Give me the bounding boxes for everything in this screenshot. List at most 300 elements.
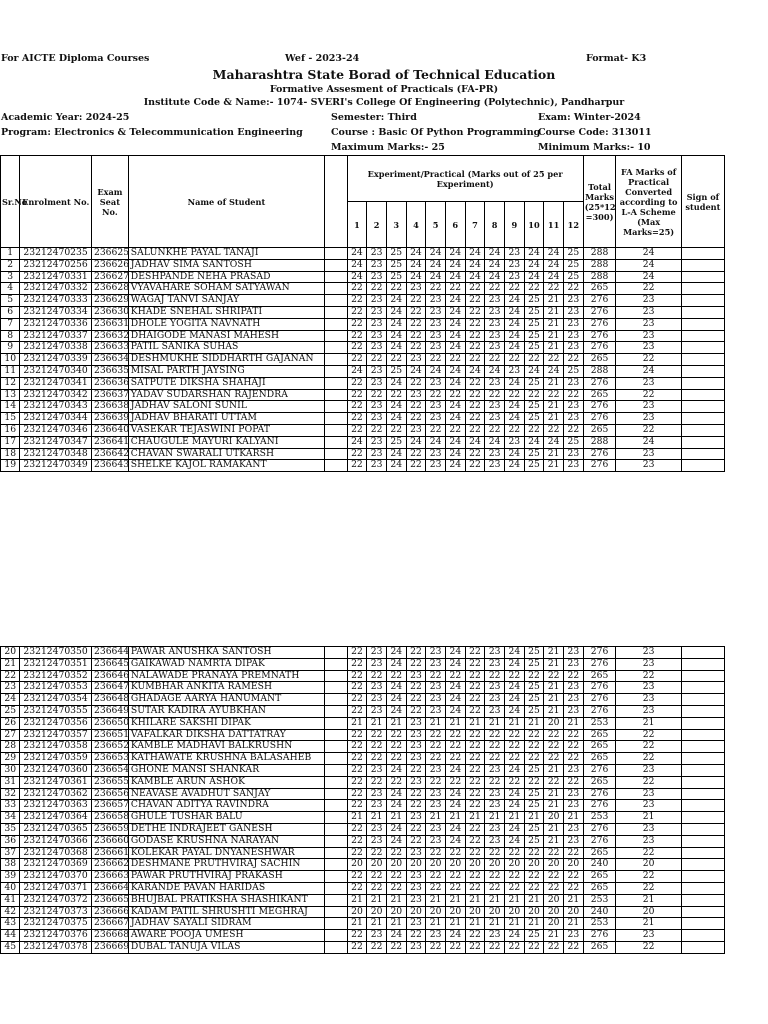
row-seat-no: 236625 xyxy=(91,248,128,260)
row-experiment-mark: 24 xyxy=(386,377,406,389)
row-sr-no: 13 xyxy=(1,389,20,401)
row-enrolment: 23212470366 xyxy=(20,835,92,847)
row-student-name: WAGAJ TANVI SANJAY xyxy=(128,295,324,307)
row-fa-marks: 21 xyxy=(616,894,681,906)
row-experiment-mark: 20 xyxy=(544,812,564,824)
row-seat-no: 236635 xyxy=(91,365,128,377)
row-sign-cell xyxy=(681,259,724,271)
row-experiment-mark: 23 xyxy=(485,682,505,694)
row-sr-no: 17 xyxy=(1,436,20,448)
row-experiment-mark: 23 xyxy=(367,823,387,835)
row-experiment-mark: 22 xyxy=(406,800,426,812)
row-experiment-mark: 22 xyxy=(367,882,387,894)
row-enrolment: 23212470358 xyxy=(20,741,92,753)
row-experiment-mark: 23 xyxy=(485,835,505,847)
row-experiment-mark: 22 xyxy=(426,882,446,894)
table-row xyxy=(1,835,725,847)
row-experiment-mark: 22 xyxy=(544,729,564,741)
row-sign-cell xyxy=(681,682,724,694)
row-total-marks: 253 xyxy=(583,812,616,824)
row-sign-cell xyxy=(681,894,724,906)
row-experiment-mark: 22 xyxy=(465,682,485,694)
row-sign-cell xyxy=(681,413,724,425)
row-experiment-mark: 22 xyxy=(485,389,505,401)
row-enrolment: 23212470334 xyxy=(20,306,92,318)
row-experiment-mark: 24 xyxy=(445,365,465,377)
row-experiment-mark: 23 xyxy=(485,800,505,812)
row-experiment-mark: 22 xyxy=(485,941,505,953)
row-experiment-mark: 23 xyxy=(563,460,583,472)
row-experiment-mark: 22 xyxy=(564,776,584,788)
row-experiment-mark: 21 xyxy=(544,460,564,472)
row-experiment-mark: 21 xyxy=(544,318,564,330)
row-fa-marks: 20 xyxy=(616,906,681,918)
row-experiment-mark: 24 xyxy=(445,800,465,812)
row-experiment-mark: 24 xyxy=(445,764,465,776)
row-experiment-mark: 22 xyxy=(347,448,367,460)
row-experiment-mark: 22 xyxy=(445,283,465,295)
row-sign-cell xyxy=(681,764,724,776)
row-experiment-mark: 22 xyxy=(465,694,485,706)
row-total-marks: 276 xyxy=(583,694,616,706)
spacer-cell xyxy=(325,283,347,295)
row-sr-no: 16 xyxy=(1,424,20,436)
table-row xyxy=(1,694,725,706)
row-experiment-mark: 23 xyxy=(563,330,583,342)
row-sr-no: 7 xyxy=(1,318,20,330)
table-row xyxy=(1,717,725,729)
row-experiment-mark: 23 xyxy=(426,295,446,307)
spacer-cell xyxy=(325,389,347,401)
row-experiment-mark: 22 xyxy=(505,847,525,859)
row-experiment-mark: 24 xyxy=(524,271,544,283)
row-sign-cell xyxy=(681,389,724,401)
col-enrolment: Enrolment No. xyxy=(20,156,92,248)
row-experiment-mark: 25 xyxy=(524,448,544,460)
row-experiment-mark: 21 xyxy=(544,788,564,800)
table-row xyxy=(1,306,725,318)
row-experiment-mark: 22 xyxy=(406,694,426,706)
row-sign-cell xyxy=(681,694,724,706)
row-experiment-mark: 23 xyxy=(564,835,584,847)
row-experiment-mark: 23 xyxy=(367,694,387,706)
row-seat-no: 236628 xyxy=(91,283,128,295)
col-experiment-number: 6 xyxy=(445,202,465,248)
row-experiment-mark: 24 xyxy=(524,248,544,260)
row-sign-cell xyxy=(681,882,724,894)
row-experiment-mark: 25 xyxy=(524,835,544,847)
row-experiment-mark: 23 xyxy=(426,401,446,413)
row-sign-cell xyxy=(681,377,724,389)
row-experiment-mark: 23 xyxy=(367,295,387,307)
row-seat-no: 236658 xyxy=(92,812,129,824)
row-experiment-mark: 23 xyxy=(367,365,387,377)
table-row xyxy=(1,365,725,377)
aicte-label: For AICTE Diploma Courses xyxy=(1,53,150,64)
row-experiment-mark: 24 xyxy=(445,930,465,942)
row-seat-no: 236664 xyxy=(92,882,129,894)
row-experiment-mark: 24 xyxy=(465,259,485,271)
row-experiment-mark: 23 xyxy=(485,658,505,670)
row-experiment-mark: 24 xyxy=(445,835,465,847)
row-total-marks: 240 xyxy=(583,906,616,918)
row-experiment-mark: 24 xyxy=(544,259,564,271)
spacer-cell xyxy=(325,859,347,871)
row-experiment-mark: 22 xyxy=(406,306,426,318)
row-experiment-mark: 20 xyxy=(564,859,584,871)
row-experiment-mark: 21 xyxy=(426,894,446,906)
table-row xyxy=(1,271,725,283)
row-experiment-mark: 24 xyxy=(445,823,465,835)
row-student-name: VAFALKAR DIKSHA DATTATRAY xyxy=(128,729,324,741)
col-fa-marks: FA Marks of Practical Converted according to L-A Scheme (Max Marks=25) xyxy=(616,156,681,248)
row-seat-no: 236665 xyxy=(92,894,129,906)
row-experiment-mark: 22 xyxy=(406,682,426,694)
row-sign-cell xyxy=(681,658,724,670)
col-experiment-number: 7 xyxy=(465,202,485,248)
row-experiment-mark: 21 xyxy=(485,918,505,930)
row-experiment-mark: 25 xyxy=(524,930,544,942)
row-experiment-mark: 22 xyxy=(485,776,505,788)
row-experiment-mark: 25 xyxy=(524,330,544,342)
row-experiment-mark: 22 xyxy=(347,823,367,835)
row-sign-cell xyxy=(681,753,724,765)
row-experiment-mark: 22 xyxy=(426,941,446,953)
row-experiment-mark: 21 xyxy=(544,694,564,706)
spacer-cell xyxy=(325,682,347,694)
row-experiment-mark: 23 xyxy=(367,835,387,847)
spacer-cell xyxy=(325,764,347,776)
row-sign-cell xyxy=(681,871,724,883)
row-seat-no: 236669 xyxy=(92,941,129,953)
row-seat-no: 236626 xyxy=(91,259,128,271)
row-experiment-mark: 22 xyxy=(485,729,505,741)
row-experiment-mark: 23 xyxy=(406,882,426,894)
row-experiment-mark: 25 xyxy=(524,658,544,670)
row-fa-marks: 20 xyxy=(616,859,681,871)
row-fa-marks: 23 xyxy=(616,295,681,307)
row-experiment-mark: 22 xyxy=(485,882,505,894)
row-experiment-mark: 24 xyxy=(485,365,505,377)
spacer-cell xyxy=(325,941,347,953)
row-experiment-mark: 20 xyxy=(544,906,564,918)
row-experiment-mark: 22 xyxy=(445,941,465,953)
row-student-name: YADAV SUDARSHAN RAJENDRA xyxy=(128,389,324,401)
table-row xyxy=(1,859,725,871)
table-row xyxy=(1,389,725,401)
row-seat-no: 236652 xyxy=(92,741,129,753)
row-experiment-mark: 21 xyxy=(386,717,406,729)
row-experiment-mark: 22 xyxy=(347,835,367,847)
row-experiment-mark: 24 xyxy=(445,342,465,354)
row-experiment-mark: 21 xyxy=(564,717,584,729)
row-experiment-mark: 21 xyxy=(544,658,564,670)
row-experiment-mark: 21 xyxy=(367,918,387,930)
row-enrolment: 23212470363 xyxy=(20,800,92,812)
row-experiment-mark: 21 xyxy=(386,918,406,930)
table-row xyxy=(1,330,725,342)
row-fa-marks: 22 xyxy=(616,941,681,953)
row-total-marks: 265 xyxy=(583,424,616,436)
row-enrolment: 23212470368 xyxy=(20,847,92,859)
row-experiment-mark: 25 xyxy=(386,248,406,260)
row-sr-no: 9 xyxy=(1,342,20,354)
row-sr-no: 43 xyxy=(1,918,20,930)
row-experiment-mark: 22 xyxy=(505,941,525,953)
table-row xyxy=(1,460,725,472)
row-sign-cell xyxy=(681,283,724,295)
institute-line: Institute Code & Name:- 1074- SVERI's College Of Engineering (Polytechnic), Pandharpur xyxy=(143,97,625,108)
row-experiment-mark: 22 xyxy=(367,424,387,436)
course-code: Course Code: 313011 xyxy=(538,127,652,138)
spacer-cell xyxy=(325,812,347,824)
row-experiment-mark: 22 xyxy=(347,460,367,472)
row-student-name: KAMBLE MADHAVI BALKRUSHN xyxy=(128,741,324,753)
course-name: Course : Basic Of Python Programming xyxy=(331,127,541,138)
row-sign-cell xyxy=(681,729,724,741)
spacer-cell xyxy=(325,847,347,859)
row-enrolment: 23212470356 xyxy=(20,717,92,729)
row-experiment-mark: 23 xyxy=(564,647,584,659)
row-experiment-mark: 22 xyxy=(445,741,465,753)
row-sign-cell xyxy=(681,271,724,283)
row-experiment-mark: 22 xyxy=(347,342,367,354)
col-total: Total Marks (25*12 =300) xyxy=(583,156,616,248)
row-student-name: KUMBHAR ANKITA RAMESH xyxy=(128,682,324,694)
row-experiment-mark: 23 xyxy=(564,800,584,812)
table-row xyxy=(1,670,725,682)
row-sr-no: 19 xyxy=(1,460,20,472)
row-experiment-mark: 22 xyxy=(485,847,505,859)
row-experiment-mark: 22 xyxy=(367,354,387,366)
table-row xyxy=(1,930,725,942)
row-experiment-mark: 24 xyxy=(426,436,446,448)
row-experiment-mark: 22 xyxy=(524,283,544,295)
table-row xyxy=(1,871,725,883)
row-student-name: GHADAGE AARYA HANUMANT xyxy=(128,694,324,706)
spacer-cell xyxy=(325,705,347,717)
spacer-cell xyxy=(325,401,347,413)
row-experiment-mark: 21 xyxy=(544,306,564,318)
row-student-name: DETHE INDRAJEET GANESH xyxy=(128,823,324,835)
row-experiment-mark: 25 xyxy=(524,318,544,330)
row-seat-no: 236655 xyxy=(92,776,129,788)
row-experiment-mark: 23 xyxy=(406,389,426,401)
row-experiment-mark: 22 xyxy=(386,941,406,953)
row-experiment-mark: 20 xyxy=(544,894,564,906)
row-experiment-mark: 23 xyxy=(426,342,446,354)
row-experiment-mark: 22 xyxy=(347,647,367,659)
row-experiment-mark: 22 xyxy=(524,741,544,753)
program: Program: Electronics & Telecommunication Engineering xyxy=(1,127,303,138)
row-experiment-mark: 23 xyxy=(485,413,505,425)
spacer-cell xyxy=(325,354,347,366)
row-experiment-mark: 22 xyxy=(406,342,426,354)
row-total-marks: 276 xyxy=(583,295,616,307)
row-enrolment: 23212470348 xyxy=(20,448,92,460)
row-student-name: GHONE MANSI SHANKAR xyxy=(128,764,324,776)
row-experiment-mark: 24 xyxy=(386,764,406,776)
row-experiment-mark: 24 xyxy=(406,436,426,448)
row-experiment-mark: 25 xyxy=(524,377,544,389)
spacer-cell xyxy=(325,306,347,318)
table-row xyxy=(1,436,725,448)
row-experiment-mark: 22 xyxy=(347,354,367,366)
row-experiment-mark: 23 xyxy=(367,705,387,717)
row-sign-cell xyxy=(681,436,724,448)
row-student-name: KHILARE SAKSHI DIPAK xyxy=(128,717,324,729)
row-experiment-mark: 22 xyxy=(347,682,367,694)
row-student-name: BHUJBAL PRATIKSHA SHASHIKANT xyxy=(128,894,324,906)
spacer-cell xyxy=(325,318,347,330)
row-student-name: GODASE KRUSHNA NARAYAN xyxy=(128,835,324,847)
row-experiment-mark: 24 xyxy=(386,413,406,425)
row-seat-no: 236646 xyxy=(92,670,129,682)
row-experiment-mark: 22 xyxy=(544,847,564,859)
row-sr-no: 8 xyxy=(1,330,20,342)
row-fa-marks: 22 xyxy=(616,847,681,859)
row-experiment-mark: 22 xyxy=(524,729,544,741)
row-experiment-mark: 22 xyxy=(386,753,406,765)
row-student-name: JADHAV BHARATI UTTAM xyxy=(128,413,324,425)
col-sr-no: Sr.No xyxy=(1,156,20,248)
row-experiment-mark: 24 xyxy=(426,248,446,260)
row-experiment-mark: 24 xyxy=(504,448,524,460)
row-experiment-mark: 22 xyxy=(426,741,446,753)
spacer-cell xyxy=(325,918,347,930)
row-experiment-mark: 21 xyxy=(544,682,564,694)
row-experiment-mark: 24 xyxy=(386,682,406,694)
row-experiment-mark: 22 xyxy=(564,871,584,883)
row-sign-cell xyxy=(681,460,724,472)
row-experiment-mark: 25 xyxy=(386,365,406,377)
row-sr-no: 20 xyxy=(1,647,20,659)
row-experiment-mark: 22 xyxy=(367,670,387,682)
row-enrolment: 23212470349 xyxy=(20,460,92,472)
row-experiment-mark: 24 xyxy=(386,306,406,318)
row-enrolment: 23212470353 xyxy=(20,682,92,694)
row-sr-no: 40 xyxy=(1,882,20,894)
row-experiment-mark: 23 xyxy=(367,682,387,694)
row-experiment-mark: 23 xyxy=(367,658,387,670)
row-experiment-mark: 22 xyxy=(406,295,426,307)
row-experiment-mark: 22 xyxy=(347,330,367,342)
row-experiment-mark: 22 xyxy=(564,741,584,753)
row-fa-marks: 23 xyxy=(616,682,681,694)
row-student-name: CHAVAN SWARALI UTKARSH xyxy=(128,448,324,460)
row-experiment-mark: 22 xyxy=(347,295,367,307)
row-experiment-mark: 22 xyxy=(505,670,525,682)
row-fa-marks: 22 xyxy=(616,389,681,401)
row-experiment-mark: 23 xyxy=(426,682,446,694)
row-experiment-mark: 24 xyxy=(504,377,524,389)
row-experiment-mark: 23 xyxy=(485,647,505,659)
row-fa-marks: 23 xyxy=(616,930,681,942)
row-experiment-mark: 22 xyxy=(465,835,485,847)
row-experiment-mark: 21 xyxy=(386,812,406,824)
row-student-name: KOLEKAR PAYAL DNYANESHWAR xyxy=(128,847,324,859)
row-experiment-mark: 22 xyxy=(505,729,525,741)
row-sign-cell xyxy=(681,448,724,460)
row-experiment-mark: 24 xyxy=(386,823,406,835)
row-experiment-mark: 22 xyxy=(465,705,485,717)
row-fa-marks: 23 xyxy=(616,330,681,342)
spacer-cell xyxy=(325,729,347,741)
row-student-name: SALUNKHE PAYAL TANAJI xyxy=(128,248,324,260)
row-experiment-mark: 24 xyxy=(504,460,524,472)
row-experiment-mark: 23 xyxy=(563,401,583,413)
row-total-marks: 265 xyxy=(583,871,616,883)
row-experiment-mark: 22 xyxy=(544,424,564,436)
row-sign-cell xyxy=(681,859,724,871)
row-experiment-mark: 22 xyxy=(544,389,564,401)
row-experiment-mark: 22 xyxy=(406,835,426,847)
row-experiment-mark: 21 xyxy=(445,717,465,729)
table-row xyxy=(1,906,725,918)
row-fa-marks: 23 xyxy=(616,658,681,670)
row-experiment-mark: 22 xyxy=(465,295,485,307)
row-total-marks: 253 xyxy=(583,918,616,930)
row-experiment-mark: 23 xyxy=(367,330,387,342)
row-experiment-mark: 25 xyxy=(524,460,544,472)
row-experiment-mark: 23 xyxy=(504,436,524,448)
row-experiment-mark: 23 xyxy=(426,460,446,472)
row-experiment-mark: 23 xyxy=(485,788,505,800)
table-row xyxy=(1,354,725,366)
row-experiment-mark: 24 xyxy=(406,248,426,260)
table-row xyxy=(1,823,725,835)
spacer-cell xyxy=(325,271,347,283)
row-fa-marks: 23 xyxy=(616,647,681,659)
row-experiment-mark: 24 xyxy=(505,835,525,847)
row-experiment-mark: 22 xyxy=(426,424,446,436)
row-seat-no: 236654 xyxy=(92,764,129,776)
row-experiment-mark: 22 xyxy=(465,401,485,413)
row-experiment-mark: 22 xyxy=(524,941,544,953)
row-experiment-mark: 25 xyxy=(563,248,583,260)
row-experiment-mark: 23 xyxy=(504,248,524,260)
row-sr-no: 22 xyxy=(1,670,20,682)
row-experiment-mark: 22 xyxy=(485,283,505,295)
row-experiment-mark: 24 xyxy=(505,647,525,659)
row-sr-no: 25 xyxy=(1,705,20,717)
row-student-name: DUBAL TANUJA VILAS xyxy=(128,941,324,953)
table-row xyxy=(1,377,725,389)
row-student-name: DESHMUKHE SIDDHARTH GAJANAN xyxy=(128,354,324,366)
row-experiment-mark: 22 xyxy=(367,753,387,765)
spacer-cell xyxy=(325,647,347,659)
row-fa-marks: 23 xyxy=(616,448,681,460)
row-seat-no: 236649 xyxy=(92,705,129,717)
row-enrolment: 23212470371 xyxy=(20,882,92,894)
row-experiment-mark: 22 xyxy=(485,424,505,436)
row-experiment-mark: 22 xyxy=(544,776,564,788)
row-experiment-mark: 22 xyxy=(465,448,485,460)
row-experiment-mark: 24 xyxy=(445,647,465,659)
row-experiment-mark: 24 xyxy=(504,342,524,354)
row-experiment-mark: 24 xyxy=(544,248,564,260)
table-row xyxy=(1,295,725,307)
row-experiment-mark: 24 xyxy=(386,705,406,717)
row-total-marks: 276 xyxy=(583,788,616,800)
row-experiment-mark: 22 xyxy=(465,800,485,812)
row-experiment-mark: 22 xyxy=(386,354,406,366)
col-seat: Exam Seat No. xyxy=(91,156,128,248)
row-experiment-mark: 21 xyxy=(445,812,465,824)
row-enrolment: 23212470336 xyxy=(20,318,92,330)
row-experiment-mark: 21 xyxy=(465,894,485,906)
col-experiment-number: 1 xyxy=(347,202,367,248)
